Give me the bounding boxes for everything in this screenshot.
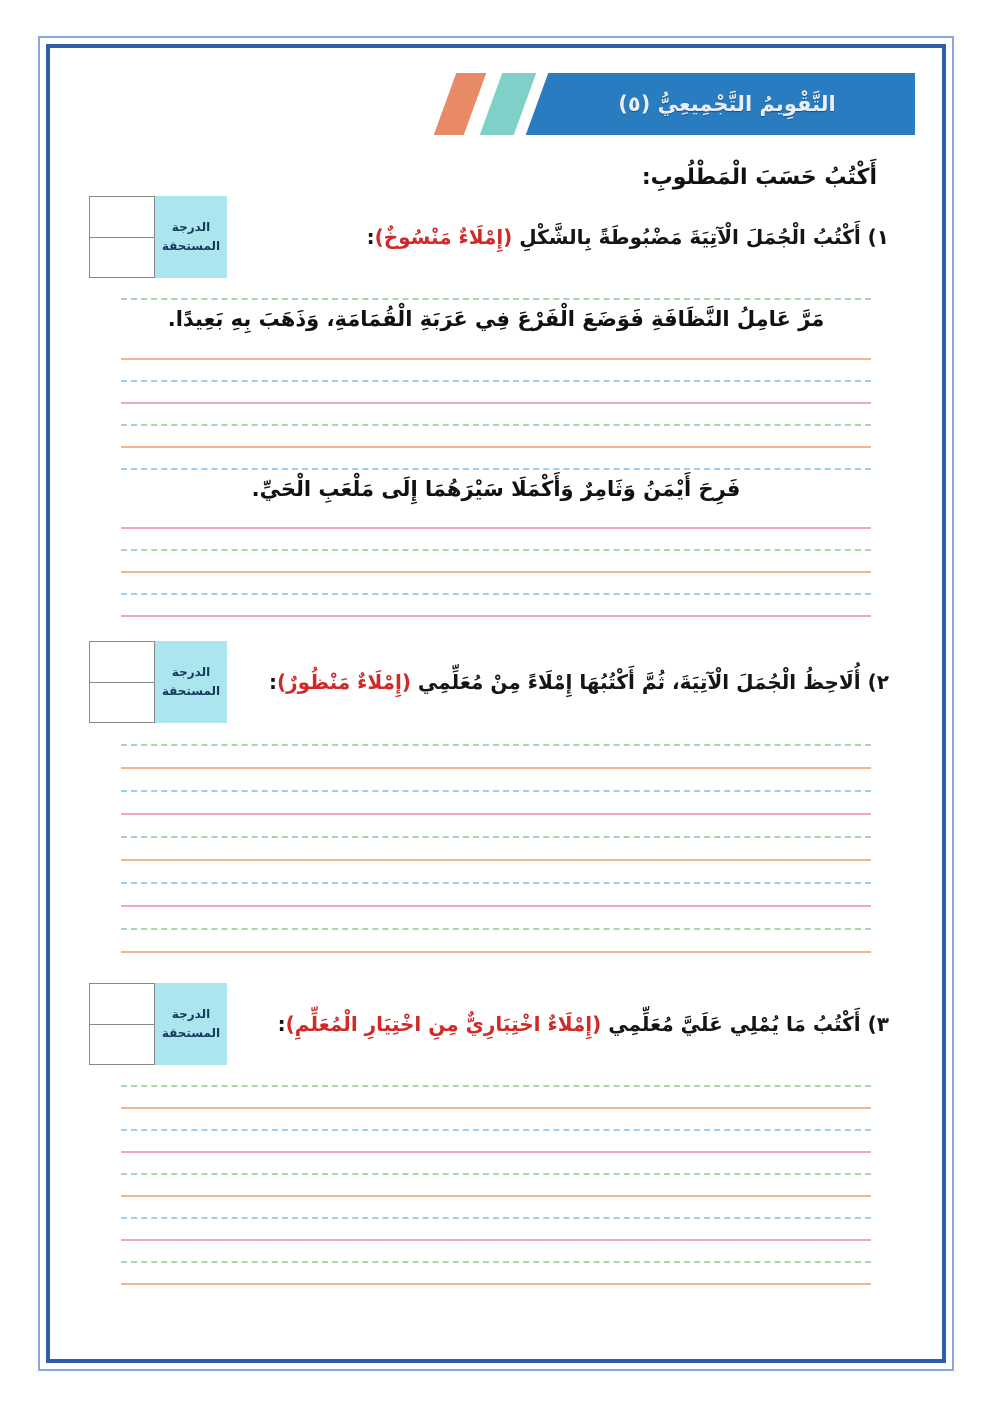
score-cell-top[interactable] [90,984,154,1025]
question-1-prefix: ١) أَكْتُبُ الْجُمَلَ الْآتِيَةَ مَضْبُوطَةً بِالشَّكْلِ [512,224,889,249]
decorative-frame-inner [46,44,946,1363]
question-3-prefix: ٣) أَكْتُبُ مَا يُمْلِي عَلَيَّ مُعَلِّمِي [601,1011,889,1036]
ruled-line [121,723,871,746]
dictation-sentence-1: مَرَّ عَامِلُ النَّظَافَةِ فَوَضَعَ الْفَرْعَ فِي عَرَبَةِ الْقُمَامَةِ، وَذَهَبَ بِهِ بَعِيدًا. [167,307,825,331]
ruled-line [121,382,871,404]
question-2-text [239,667,897,698]
ruled-line [121,861,871,884]
page-title: التَّقْوِيمُ التَّجْمِيعِيُّ (٥) [618,92,836,116]
score-cell-top[interactable] [90,642,154,683]
ruled-line [121,930,871,953]
ruled-line [121,1241,871,1263]
ruled-line [121,1131,871,1153]
writing-lines-area[interactable] [121,338,871,470]
ruled-line [121,551,871,573]
ruled-line [121,1109,871,1131]
question-3-row [89,983,897,1065]
ruled-line [121,1153,871,1175]
score-box-1-label: الدرجة المستحقة [155,196,227,278]
ruled-line [121,338,871,360]
section-question-3 [59,983,933,1285]
ruled-line [121,815,871,838]
question-3-suffix: : [277,1011,286,1036]
ruled-line [121,426,871,448]
ruled-line [121,792,871,815]
intro-heading: أَكْتُبُ حَسَبَ الْمَطْلُوبِ: [641,165,877,190]
writing-lines-area[interactable] [121,1065,871,1285]
ruled-line [121,907,871,930]
ruled-line [121,573,871,595]
ruled-line [121,595,871,617]
score-cell-bottom[interactable] [90,238,154,278]
header-banner [389,73,915,135]
question-1-highlight: (إِمْلَاءٌ مَنْسُوخٌ) [374,224,513,249]
ruled-line [121,507,871,529]
score-box-3 [89,983,227,1065]
question-1-text [239,222,897,253]
score-box-3-cells [89,983,155,1065]
question-3-highlight: (إِمْلَاءٌ اخْتِبَارِيٌّ مِنِ اخْتِيَارِ الْمُعَلِّمِ) [285,1011,602,1036]
ruled-line [121,278,871,300]
score-box-2-cells [89,641,155,723]
question-2-prefix: ٢) أُلَاحِظُ الْجُمَلَ الْآتِيَةَ، ثُمَّ أَكْتُبُهَا إِمْلَاءً مِنْ مُعَلِّمِي [410,669,889,694]
ruled-line [121,746,871,769]
question-1-suffix: : [366,224,375,249]
score-cell-bottom[interactable] [90,683,154,723]
score-box-3-label: الدرجة المستحقة [155,983,227,1065]
page-content [59,57,933,1350]
ruled-line [121,1219,871,1241]
dictation-sentence-2: فَرِحَ أَيْمَنُ وَثَامِرٌ وَأَكْمَلَا سَيْرَهُمَا إِلَى مَلْعَبِ الْحَيِّ. [251,476,741,501]
ruled-line [121,1197,871,1219]
question-3-text [239,1009,897,1040]
question-1-row [89,196,897,278]
writing-lines-area[interactable] [121,723,871,953]
ruled-line [121,448,871,470]
ruled-line [121,360,871,382]
ruled-line [121,529,871,551]
section-question-2 [59,641,933,953]
section-question-1 [59,196,933,617]
ruled-line [121,838,871,861]
ruled-line [121,769,871,792]
ruled-line [121,404,871,426]
score-cell-top[interactable] [90,197,154,238]
question-2-row [89,641,897,723]
ruled-line [121,1065,871,1087]
decorative-frame-outer [38,36,954,1371]
ruled-line [121,1263,871,1285]
ruled-line [121,1175,871,1197]
question-2-highlight: (إِمْلَاءٌ مَنْظُورٌ) [276,669,411,694]
question-2-suffix: : [268,669,277,694]
score-box-1 [89,196,227,278]
score-box-2-label: الدرجة المستحقة [155,641,227,723]
writing-lines-area[interactable] [121,507,871,617]
score-box-2 [89,641,227,723]
ruled-line [121,1087,871,1109]
ruled-line [121,884,871,907]
score-cell-bottom[interactable] [90,1025,154,1065]
score-box-1-cells [89,196,155,278]
writing-lines-area[interactable] [121,278,871,300]
